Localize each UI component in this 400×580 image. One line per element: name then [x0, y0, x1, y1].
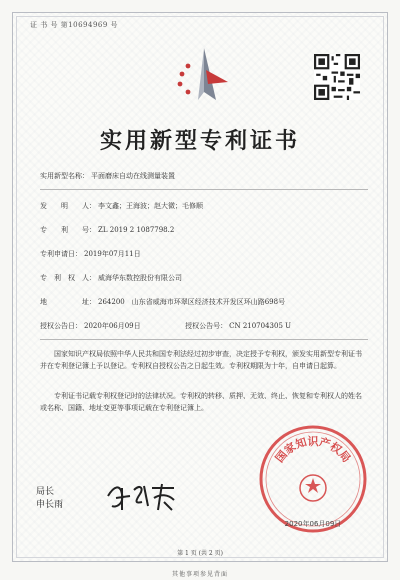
qr-code — [314, 54, 360, 100]
patent-number-row — [40, 226, 174, 235]
seal-text: 国家知识产权局 — [272, 435, 354, 465]
handwritten-signature — [104, 476, 180, 516]
grant-date-label: 授权公告日： — [40, 322, 82, 330]
grant-date-value: 2020年06月09日 — [84, 322, 141, 330]
certificate-title: 实用新型专利证书 — [99, 128, 300, 154]
field-value: 平面磨床自动在线测量装置 — [91, 172, 175, 180]
official-seal-icon — [254, 420, 372, 538]
certificate-number: 证 书 号 第10694969 号 — [30, 21, 119, 29]
address-row — [40, 298, 285, 307]
divider — [40, 339, 368, 340]
divider — [40, 189, 368, 190]
field-value: 李文鑫；王海波；赵大微；毛修顺 — [98, 202, 203, 210]
utility-model-name-row — [40, 172, 175, 181]
grant-row — [40, 322, 291, 331]
field-label: 专 利 号： — [40, 226, 96, 234]
commissioner-title: 局长 — [36, 487, 55, 497]
field-label: 专利申请日： — [40, 250, 82, 258]
grant-number-value: CN 210704305 U — [229, 322, 292, 330]
field-label: 实用新型名称： — [40, 172, 89, 180]
field-label: 发 明 人： — [40, 202, 96, 210]
seal-date: 2020年06月09日 — [284, 520, 342, 528]
svg-text:国家知识产权局 — [272, 434, 353, 465]
application-date-row — [40, 250, 141, 259]
legal-paragraph-2: 专利证书记载专利权登记时的法律状况。专利权的转移、质押、无效、终止、恢复和专利权人的姓名或名称、国籍、地址变更等事项记载在专利登记簿上。 — [40, 392, 362, 412]
commissioner-name: 申长雨 — [36, 500, 64, 510]
bottom-note: 其他事项参见背面 — [171, 571, 228, 578]
commissioner-block — [36, 486, 63, 512]
patentee-row — [40, 274, 182, 283]
legal-paragraph-1: 国家知识产权局依照中华人民共和国专利法经过初步审查，决定授予专利权，颁发实用新型专利证书并在专利登记簿上予以登记。专利权自授权公告之日起生效。专利权期限为十年，自申请日起算。 — [40, 350, 362, 370]
field-label: 地 址： — [40, 298, 96, 306]
inventor-row — [40, 202, 203, 211]
field-value: 2019年07月11日 — [84, 250, 141, 258]
field-value: 威海华东数控股份有限公司 — [98, 274, 182, 282]
field-value: ZL 2019 2 1087798.2 — [98, 226, 175, 234]
grant-number-label: 授权公告号： — [185, 322, 228, 330]
patent-office-emblem-icon — [168, 40, 240, 112]
page-number: 第 1 页 (共 2 页) — [177, 550, 223, 557]
field-label: 专 利 权 人： — [40, 274, 96, 282]
field-value: 264200 山东省威海市环翠区经济技术开发区环山路698号 — [98, 298, 286, 306]
